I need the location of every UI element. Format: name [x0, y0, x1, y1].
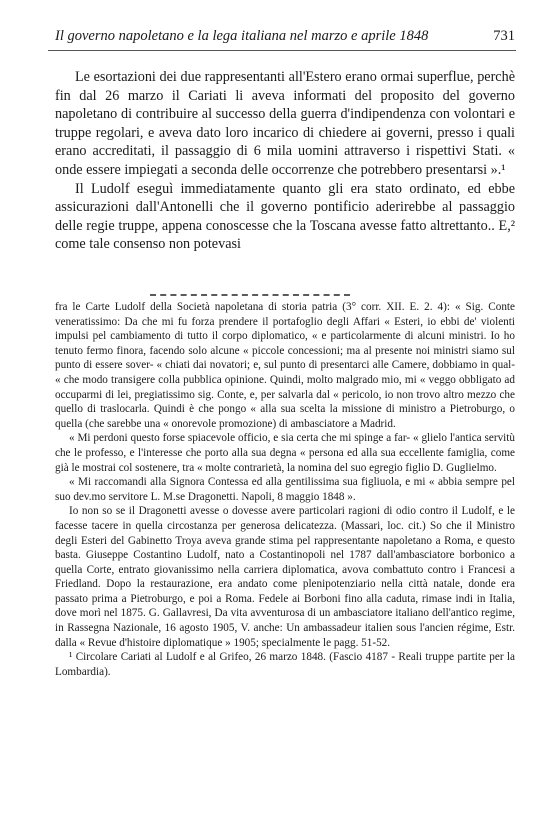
- footnote-paragraph: « Mi perdoni questo forse spiacevole officio, e sia certa che mi spinge a far- « glielo l'antica servitù che le professo, e l'interesse che porto alla sua degna « persona ed alla sua eccellente famiglia, come già le mostrai col sostenere, tra « molte contrarietà, la nomina del suo egregio figlio D. Guglielmo.: [55, 432, 515, 474]
- header-rule: [48, 50, 516, 51]
- footnote-paragraph: fra le Carte Ludolf della Società napoletana di storia patria (3° corr. XII. E. 2. 4): « Sig. Conte veneratissimo: Da che mi fu forza prendere il portafoglio degli Affari « Esteri, io ebbi de' violenti impulsi pel cambiamento di tutto il corpo diplomatico, « e particolarmente di alcuni ministri. Io ho tenuto fermo finora, facendo solo alcune « piccole concessioni; ma al presente noi ministri siamo sul punto di essere sover- « chiati dai novatori; e, sul punto di presentarci alle Camere, dobbiamo in qual- « che modo transigere colla pubblica opinione. Quindi, molto malgrado mio, mi « veggo obbligato ad occuparmi di lei, pregiatissimo sig. Conte, e, per salvarla dal « pericolo, io non trovo altro mezzo che quello di traslocarla. Quindi è che pongo « alla sua scelta la missione di ministro a Pietroburgo, o quella (che sarebbe una « onorevole promozione) di ambasciatore a Madrid.: [55, 301, 515, 430]
- footnote-paragraph: Io non so se il Dragonetti avesse o dovesse avere particolari ragioni di odio contro il Ludolf, e le facesse tacere in quella circostanza per generosa delicatezza. (Massari, loc. cit.) So che il Ministro degli Esteri del Gabinetto Troya aveva grande stima pel rappresentante napoletano a Roma, e questo basta. Giuseppe Costantino Ludolf, nato a Costantinopoli nel 1787 dall'ambasciatore borbonico a quella Corte, entrato giovanissimo nella carriera diplomatica, avova combattuto contro i Francesi a Friedland. Dopo la restaurazione, era andato come plenipotenziario nella città natale, donde era passato prima a Pietroburgo, e poi a Roma. Fedele ai Borboni fino alla caduta, rimase indi in Italia, dove morì nel 1875. G. Gallavresi, Da vita avventurosa di un ambasciatore italiano dell'antico regime, in Rassegna Nazionale, 16 agosto 1905, V. anche: Un ambassadeur italien sous l'ancien régime, Estr. dalla « Revue d'histoire diplomatique » 1905; specialmente le pagg. 51-52.: [55, 505, 515, 649]
- running-header: [55, 28, 515, 48]
- footnotes: [55, 300, 515, 679]
- main-paragraph: Le esortazioni dei due rappresentanti all'Estero erano ormai superflue, perchè fin dal 26 marzo il Cariati li aveva informati del proposito del governo napoletano di contribuire al successo della guerra d'indipendenza con volontari e truppe regolari, e aveva dato loro incarico di chiedere ai governi, presso i quali erano accreditati, il passaggio di 6 mila uomini attraverso i rispettivi Stati. « onde essere impiegati a seconda delle occorrenze che potrebbero presentarsi ».¹: [55, 69, 515, 178]
- footnote-paragraph: ¹ Circolare Cariati al Ludolf e al Grifeo, 26 marzo 1848. (Fascio 4187 - Reali truppe partite per la Lombardia).: [55, 651, 515, 678]
- page-number: 731: [493, 28, 515, 44]
- footnote-paragraph: « Mi raccomandi alla Signora Contessa ed alla gentilissima sua figliuola, e mi « abbia sempre pel suo dev.mo servitore L. M.se Dragonetti. Napoli, 8 maggio 1848 ».: [55, 476, 515, 503]
- main-paragraph: Il Ludolf eseguì immediatamente quanto gli era stato ordinato, ed ebbe assicurazioni dall'Antonelli che il governo pontificio aderirebbe al passaggio delle regie truppe, appena conoscesse che la Toscana avesse fatto altrettanto.. E,² come tale consenso non potevasi: [55, 180, 515, 253]
- main-text: [55, 68, 515, 254]
- running-title: Il governo napoletano e la lega italiana nel marzo e aprile 1848: [55, 28, 429, 44]
